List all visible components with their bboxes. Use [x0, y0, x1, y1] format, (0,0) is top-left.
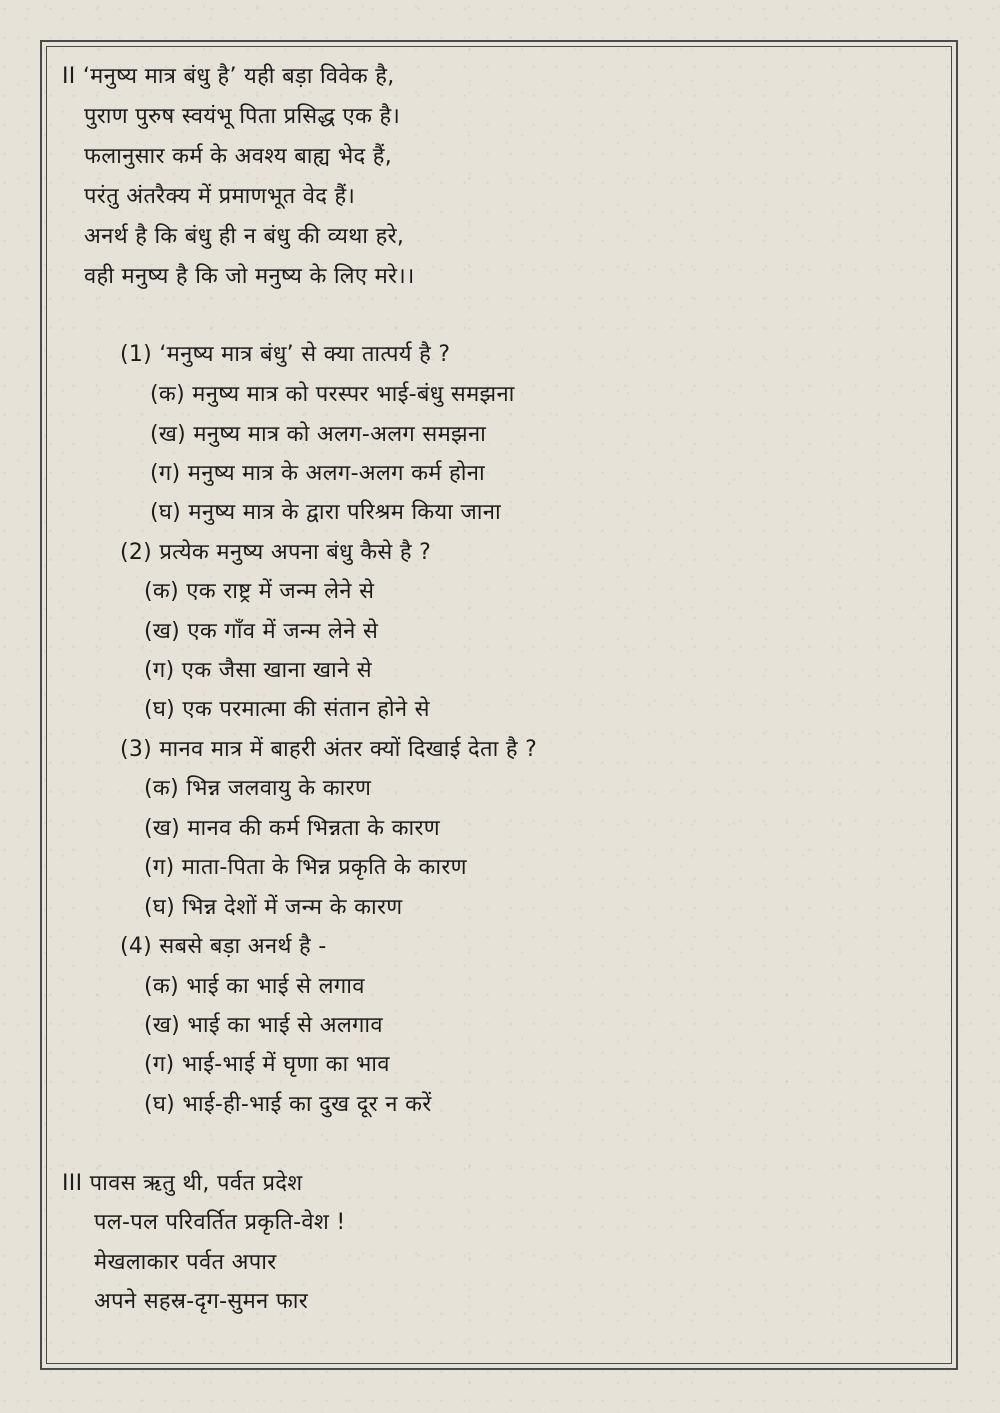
question-3-option-gha: (घ) भिन्न देशों में जन्म के कारण: [144, 895, 403, 920]
question-1-option-kha: (ख) मनुष्य मात्र को अलग-अलग समझना: [150, 422, 487, 447]
question-3: (3) मानव मात्र में बाहरी अंतर क्यों दिखाई देता है ?: [120, 737, 538, 762]
poem-iii-line-4: अपने सहस्र-दृग-सुमन फार: [94, 1289, 309, 1314]
question-2-option-ka: (क) एक राष्ट्र में जन्म लेने से: [144, 579, 375, 604]
poem-ii-line-2: पुराण पुरुष स्वयंभू पिता प्रसिद्ध एक है।: [84, 104, 401, 129]
question-4-option-gha: (घ) भाई-ही-भाई का दुख दूर न करें: [144, 1092, 432, 1117]
question-3-option-ga: (ग) माता-पिता के भिन्न प्रकृति के कारण: [144, 855, 467, 880]
question-2-option-ga: (ग) एक जैसा खाना खाने से: [144, 658, 372, 683]
poem-ii-line-1: II ‘मनुष्य मात्र बंधु है’ यही बड़ा विवेक है,: [62, 64, 395, 89]
question-1-option-ga: (ग) मनुष्य मात्र के अलग-अलग कर्म होना: [150, 461, 485, 486]
question-4-option-ka: (क) भाई का भाई से लगाव: [144, 974, 365, 999]
question-1-option-gha: (घ) मनुष्य मात्र के द्वारा परिश्रम किया जाना: [150, 500, 502, 525]
poem-ii-line-3: फलानुसार कर्म के अवश्य बाह्य भेद हैं,: [84, 144, 393, 169]
question-2-option-gha: (घ) एक परमात्मा की संतान होने से: [144, 697, 430, 722]
poem-iii-line-1: III पावस ऋतु थी, पर्वत प्रदेश: [62, 1171, 303, 1196]
question-1-option-ka: (क) मनुष्य मात्र को परस्पर भाई-बंधु समझना: [150, 382, 515, 407]
question-3-option-ka: (क) भिन्न जलवायु के कारण: [144, 776, 372, 801]
question-4-option-kha: (ख) भाई का भाई से अलगाव: [144, 1013, 383, 1038]
poem-ii-line-4: परंतु अंतरैक्य में प्रमाणभूत वेद हैं।: [84, 184, 356, 209]
question-4: (4) सबसे बड़ा अनर्थ है -: [120, 934, 327, 959]
question-1: (1) ‘मनुष्य मात्र बंधु’ से क्या तात्पर्य है ?: [120, 342, 451, 367]
poem-ii-line-5: अनर्थ है कि बंधु ही न बंधु की व्यथा हरे,: [84, 224, 405, 249]
poem-iii-line-2: पल-पल परिवर्तित प्रकृति-वेश !: [94, 1210, 346, 1235]
question-3-option-kha: (ख) मानव की कर्म भिन्नता के कारण: [144, 816, 440, 841]
poem-iii-line-3: मेखलाकार पर्वत अपार: [94, 1250, 277, 1275]
poem-ii-line-6: वही मनुष्य है कि जो मनुष्य के लिए मरे।।: [84, 264, 415, 289]
question-2-option-kha: (ख) एक गाँव में जन्म लेने से: [144, 619, 379, 644]
question-4-option-ga: (ग) भाई-भाई में घृणा का भाव: [144, 1052, 390, 1077]
question-2: (2) प्रत्येक मनुष्य अपना बंधु कैसे है ?: [120, 540, 432, 565]
